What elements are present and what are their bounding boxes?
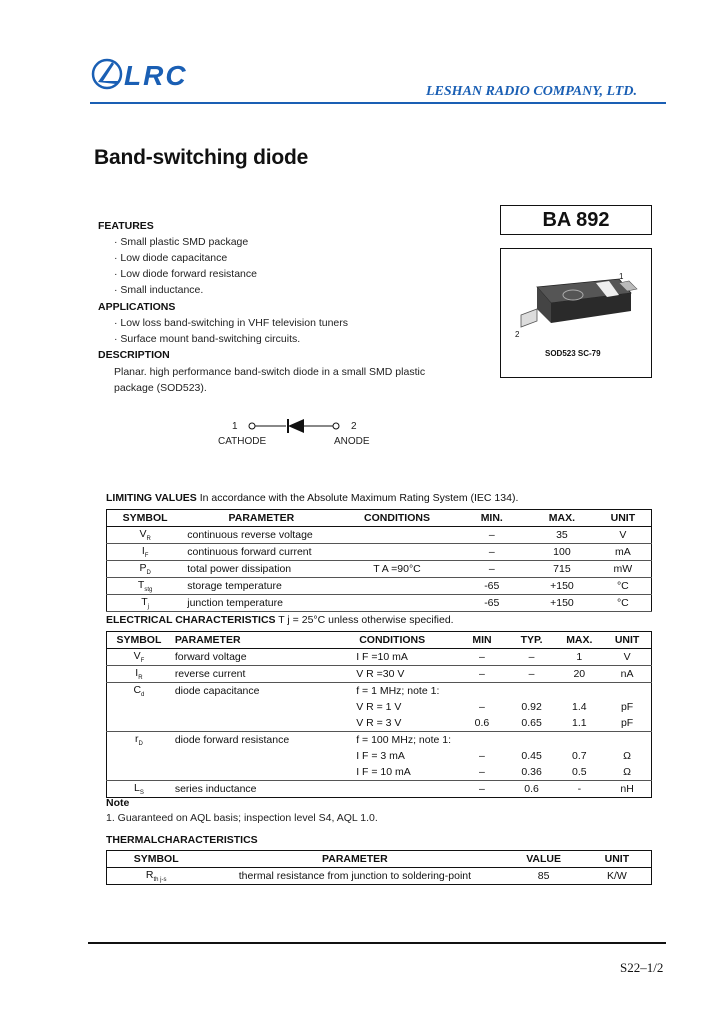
parameter-cell: diode capacitance	[171, 683, 328, 700]
parameter-cell: junction temperature	[183, 595, 339, 612]
symbol-subscript: D	[138, 741, 143, 748]
symbol-subscript: F	[144, 553, 149, 560]
symbol-cell	[107, 732, 171, 749]
anode-label: ANODE	[334, 436, 370, 447]
conditions-cell: V R = 3 V	[356, 717, 402, 729]
col-max: MAX.	[555, 632, 603, 649]
conditions-cell	[340, 544, 455, 561]
symbol-text: r	[134, 732, 139, 745]
typ-cell: 0.65	[521, 717, 542, 729]
max-cell: 35	[529, 527, 595, 544]
parameter-cell: storage temperature	[183, 578, 339, 595]
symbol-text: C	[133, 683, 142, 696]
max-cell: 1	[555, 649, 603, 666]
company-name: LESHAN RADIO COMPANY, LTD.	[426, 84, 637, 99]
typ-cell: 0.6	[508, 781, 556, 798]
page-title: Band-switching diode	[94, 146, 309, 169]
max-cell: 0.7	[572, 750, 587, 762]
symbol-cell	[107, 527, 184, 544]
col-conditions: CONDITIONS	[328, 632, 456, 649]
conditions-cell	[340, 595, 455, 612]
unit-cell: nH	[603, 781, 651, 798]
parameter-cell: series inductance	[171, 781, 328, 798]
min-cell: 0.6	[474, 717, 490, 729]
col-unit: UNIT	[583, 851, 652, 868]
table-row	[107, 595, 652, 612]
note-heading: Note	[106, 797, 130, 809]
symbol-text: T	[141, 595, 148, 608]
max-cell: -	[555, 781, 603, 798]
unit-cell	[603, 732, 651, 749]
max-cell: 20	[555, 666, 603, 683]
min-cell: –	[479, 750, 485, 762]
symbol-cell	[107, 544, 184, 561]
table-row	[107, 868, 652, 885]
table-row	[107, 764, 652, 781]
parameter-cell	[171, 748, 328, 764]
symbol-subscript: F	[140, 658, 145, 665]
parameter-cell: thermal resistance from junction to soldering-point	[238, 870, 472, 882]
table-row	[107, 715, 652, 732]
conditions-cell: f = 100 MHz; note 1:	[328, 732, 456, 749]
min-cell: –	[454, 561, 529, 578]
thermal-title: THERMALCHARACTERISTICS	[106, 834, 258, 846]
col-symbol: SYMBOL	[107, 510, 184, 527]
svg-text:LRC: LRC	[124, 60, 188, 91]
max-cell: 715	[529, 561, 595, 578]
thermal-table	[106, 850, 652, 885]
table-row	[107, 666, 652, 683]
unit-cell: mW	[595, 561, 652, 578]
typ-cell	[508, 732, 556, 749]
symbol-cell	[107, 748, 171, 764]
svg-text:1: 1	[619, 272, 624, 281]
max-cell: +150	[529, 578, 595, 595]
parameter-cell	[171, 699, 328, 715]
symbol-text: T	[137, 578, 145, 591]
unit-cell: K/W	[606, 870, 627, 882]
svg-text:2: 2	[515, 330, 520, 339]
conditions-cell	[340, 578, 455, 595]
typ-cell	[508, 683, 556, 700]
conditions-cell: f = 1 MHz; note 1:	[328, 683, 456, 700]
application-item: · Surface mount band-switching circuits.	[114, 333, 301, 345]
symbol-subscript: R	[138, 675, 143, 682]
symbol-subscript: S	[139, 790, 144, 797]
electrical-title	[106, 614, 454, 626]
conditions-cell: V R = 1 V	[356, 701, 402, 713]
symbol-text: V	[139, 527, 147, 540]
parameter-cell: total power dissipation	[183, 561, 339, 578]
unit-cell: V	[603, 649, 651, 666]
value-cell: 85	[537, 870, 550, 882]
unit-cell: nA	[603, 666, 651, 683]
min-cell: -65	[454, 578, 529, 595]
max-cell: +150	[529, 595, 595, 612]
col-conditions: CONDITIONS	[340, 510, 455, 527]
col-value: VALUE	[504, 851, 582, 868]
conditions-cell	[340, 527, 455, 544]
typ-cell: 0.92	[521, 701, 542, 713]
symbol-subscript: j	[147, 604, 149, 611]
electrical-title-rest: T j = 25°C unless otherwise specified.	[275, 614, 454, 626]
footer-rule	[88, 942, 666, 944]
table-row	[107, 732, 652, 749]
conditions-cell: V R =30 V	[328, 666, 456, 683]
symbol-cell	[107, 595, 184, 612]
feature-item: · Small plastic SMD package	[114, 236, 249, 248]
symbol-cell	[107, 683, 171, 700]
feature-item: · Low diode forward resistance	[114, 268, 257, 280]
header-rule	[90, 102, 666, 104]
max-cell: 1.1	[572, 717, 587, 729]
pin1-number: 1	[232, 421, 238, 432]
limiting-title-bold: LIMITING VALUES	[106, 492, 197, 504]
typ-cell: –	[508, 649, 556, 666]
parameter-cell: forward voltage	[171, 649, 328, 666]
symbol-text: V	[133, 649, 141, 662]
symbol-cell	[107, 578, 184, 595]
unit-cell: Ω	[623, 750, 632, 762]
unit-cell	[603, 683, 651, 700]
min-cell: –	[456, 666, 508, 683]
symbol-text: I	[141, 544, 145, 557]
parameter-cell	[171, 715, 328, 732]
typ-cell: 0.36	[521, 766, 542, 778]
max-cell: 1.4	[572, 701, 587, 713]
parameter-cell: reverse current	[171, 666, 328, 683]
applications-heading: APPLICATIONS	[98, 301, 176, 313]
note-text: 1. Guaranteed on AQL basis; inspection level S4, AQL 1.0.	[106, 812, 378, 824]
unit-cell: °C	[595, 595, 652, 612]
cathode-label: CATHODE	[218, 436, 267, 447]
min-cell	[456, 683, 508, 700]
min-cell: –	[456, 781, 508, 798]
max-cell: 0.5	[572, 766, 587, 778]
symbol-text: L	[133, 781, 140, 794]
unit-cell: mA	[595, 544, 652, 561]
min-cell: -65	[454, 595, 529, 612]
min-cell: –	[479, 701, 485, 713]
col-typ: TYP.	[508, 632, 556, 649]
col-parameter: PARAMETER	[205, 851, 504, 868]
unit-cell: Ω	[623, 766, 632, 778]
description-heading: DESCRIPTION	[98, 349, 170, 361]
symbol-cell	[107, 699, 171, 715]
table-row	[107, 748, 652, 764]
conditions-cell: I F =10 mA	[328, 649, 456, 666]
unit-cell: V	[595, 527, 652, 544]
col-max: MAX.	[529, 510, 595, 527]
part-number-box	[500, 205, 652, 235]
max-cell	[555, 732, 603, 749]
min-cell: –	[454, 544, 529, 561]
symbol-cell	[107, 666, 171, 683]
table-row	[107, 683, 652, 700]
unit-cell: pF	[620, 717, 634, 729]
table-row	[107, 561, 652, 578]
symbol-cell	[107, 715, 171, 732]
col-min: MIN.	[454, 510, 529, 527]
parameter-cell	[171, 764, 328, 781]
max-cell: 100	[529, 544, 595, 561]
conditions-cell: I F = 10 mA	[356, 766, 411, 778]
symbol-text: R	[145, 868, 154, 881]
symbol-subscript: D	[146, 570, 151, 577]
feature-item: · Low diode capacitance	[114, 252, 228, 264]
table-row	[107, 578, 652, 595]
unit-cell: pF	[620, 701, 634, 713]
application-item: · Low loss band-switching in VHF television tuners	[114, 317, 349, 329]
col-unit: UNIT	[603, 632, 651, 649]
col-symbol: SYMBOL	[107, 851, 206, 868]
pin2-number: 2	[351, 421, 357, 432]
package-box	[500, 248, 652, 378]
symbol-subscript: d	[141, 692, 145, 699]
symbol-cell	[107, 649, 171, 666]
max-cell	[555, 683, 603, 700]
electrical-characteristics-table	[106, 631, 652, 798]
symbol-subscript: stg	[144, 587, 153, 594]
unit-cell: °C	[595, 578, 652, 595]
conditions-cell: T A =90°C	[340, 561, 455, 578]
symbol-text: I	[135, 666, 139, 679]
symbol-text: P	[139, 561, 147, 574]
parameter-cell: continuous reverse voltage	[183, 527, 339, 544]
conditions-cell: I F = 3 mA	[356, 750, 405, 762]
min-cell: –	[479, 766, 485, 778]
table-row	[107, 781, 652, 798]
conditions-cell	[328, 781, 456, 798]
page-number: S22–1/2	[620, 960, 664, 975]
feature-item: · Small inductance.	[114, 284, 204, 296]
limiting-title-rest: In accordance with the Absolute Maximum Rating System (IEC 134).	[196, 492, 519, 504]
symbol-cell	[107, 764, 171, 781]
min-cell: –	[454, 527, 529, 544]
electrical-title-bold: ELECTRICAL CHARACTERISTICS	[106, 614, 276, 626]
limiting-values-table	[106, 509, 652, 612]
typ-cell: 0.45	[521, 750, 542, 762]
features-heading: FEATURES	[98, 220, 154, 232]
symbol-subscript: R	[146, 536, 151, 543]
symbol-cell	[107, 868, 206, 885]
parameter-cell: continuous forward current	[183, 544, 339, 561]
col-symbol: SYMBOL	[107, 632, 171, 649]
min-cell	[456, 732, 508, 749]
symbol-cell	[107, 561, 184, 578]
table-row	[107, 649, 652, 666]
part-number: BA 892	[542, 208, 610, 231]
description-line: package (SOD523).	[114, 382, 207, 394]
col-parameter: PARAMETER	[171, 632, 328, 649]
table-row	[107, 699, 652, 715]
table-row	[107, 527, 652, 544]
min-cell: –	[456, 649, 508, 666]
limiting-values-title	[106, 492, 518, 504]
table-row	[107, 544, 652, 561]
parameter-cell: diode forward resistance	[171, 732, 328, 749]
description-line: Planar. high performance band-switch diode in a small SMD plastic	[114, 366, 426, 378]
package-label: SOD523 SC-79	[545, 349, 601, 358]
col-min: MIN	[456, 632, 508, 649]
col-unit: UNIT	[595, 510, 652, 527]
symbol-subscript: th j-s	[153, 877, 167, 884]
lrc-logo	[90, 54, 212, 94]
symbol-cell	[107, 781, 171, 798]
col-parameter: PARAMETER	[183, 510, 339, 527]
typ-cell: –	[508, 666, 556, 683]
